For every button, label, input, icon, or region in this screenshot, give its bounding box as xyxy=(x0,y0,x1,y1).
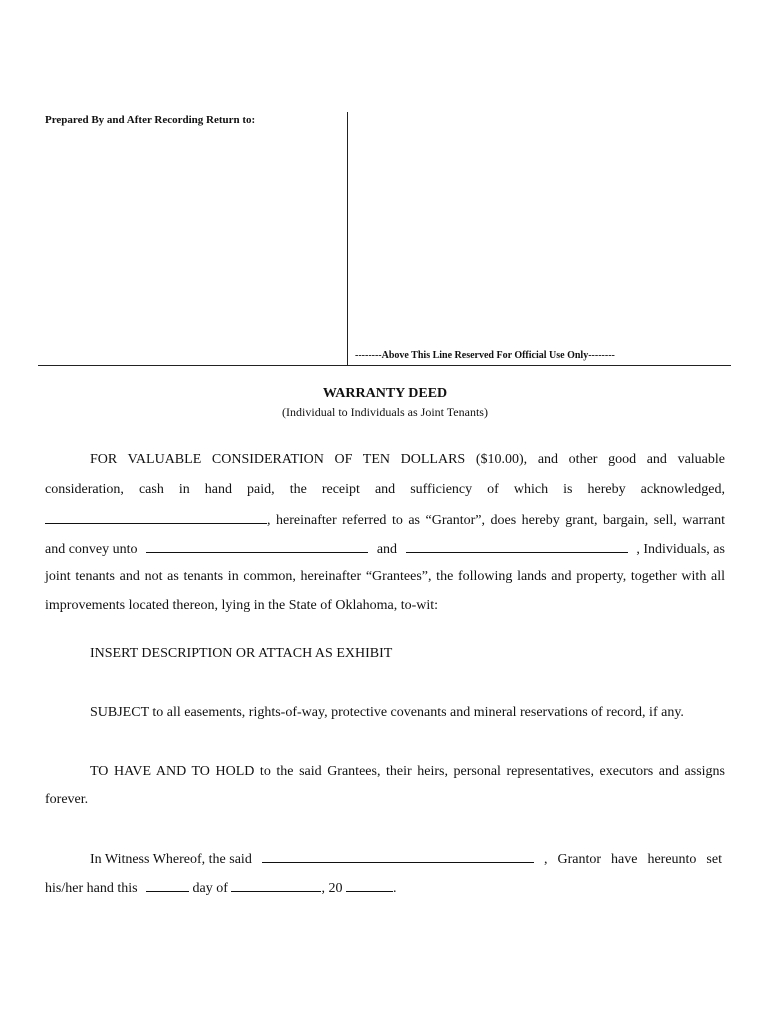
official-use-notice: --------Above This Line Reserved For Official Use Only-------- xyxy=(355,350,615,361)
year-field[interactable] xyxy=(346,878,393,892)
day-field[interactable] xyxy=(146,878,189,892)
closing-period: . xyxy=(392,881,397,896)
year-prefix-text: , 20 xyxy=(321,881,343,896)
grantor-clause: , hereinafter referred to as “Grantor”, does hereby grant, bargain, sell, warrant xyxy=(267,513,725,528)
recording-area-divider xyxy=(347,112,348,366)
day-of-text: day of xyxy=(192,881,228,896)
convey-unto-text: and convey unto xyxy=(45,542,138,557)
consideration-line-4 xyxy=(45,539,725,558)
habendum-line-2: forever. xyxy=(45,792,89,807)
official-use-line xyxy=(38,365,731,366)
individuals-text: , Individuals, as xyxy=(636,542,725,557)
document-subtitle: (Individual to Individuals as Joint Tenants) xyxy=(282,405,488,419)
consideration-line-3 xyxy=(45,510,725,529)
subject-clause: SUBJECT to all easements, rights-of-way, protective covenants and mineral reservations of record, if any. xyxy=(90,705,684,720)
grantor-signature-name-field[interactable] xyxy=(262,849,534,863)
consideration-line-5: joint tenants and not as tenants in common, hereinafter “Grantees”, the following lands and property, together with all xyxy=(45,569,725,584)
habendum-line-1: TO HAVE AND TO HOLD to the said Grantees, their heirs, personal representatives, executors and assigns xyxy=(90,764,725,779)
grantee-2-field[interactable] xyxy=(406,539,628,553)
grantee-1-field[interactable] xyxy=(146,539,368,553)
witness-line-1 xyxy=(90,849,722,868)
document-title: WARRANTY DEED xyxy=(322,386,448,401)
grantor-name-field[interactable] xyxy=(45,510,267,524)
and-text: and xyxy=(376,542,398,557)
consideration-line-1: FOR VALUABLE CONSIDERATION OF TEN DOLLARS ($10.00), and other good and valuable xyxy=(90,452,725,467)
property-description: INSERT DESCRIPTION OR ATTACH AS EXHIBIT xyxy=(90,646,393,661)
witness-text: In Witness Whereof, the said xyxy=(90,852,252,867)
hand-text: his/her hand this xyxy=(45,881,138,896)
consideration-line-6: improvements located thereon, lying in the State of Oklahoma, to-wit: xyxy=(45,598,439,613)
month-field[interactable] xyxy=(231,878,321,892)
witness-line-2 xyxy=(45,878,396,897)
prepared-by-label: Prepared By and After Recording Return to: xyxy=(45,114,256,126)
grantor-set-text: , Grantor have hereunto set xyxy=(543,852,722,867)
consideration-line-2: consideration, cash in hand paid, the receipt and sufficiency of which is hereby acknowledged, xyxy=(45,482,725,497)
